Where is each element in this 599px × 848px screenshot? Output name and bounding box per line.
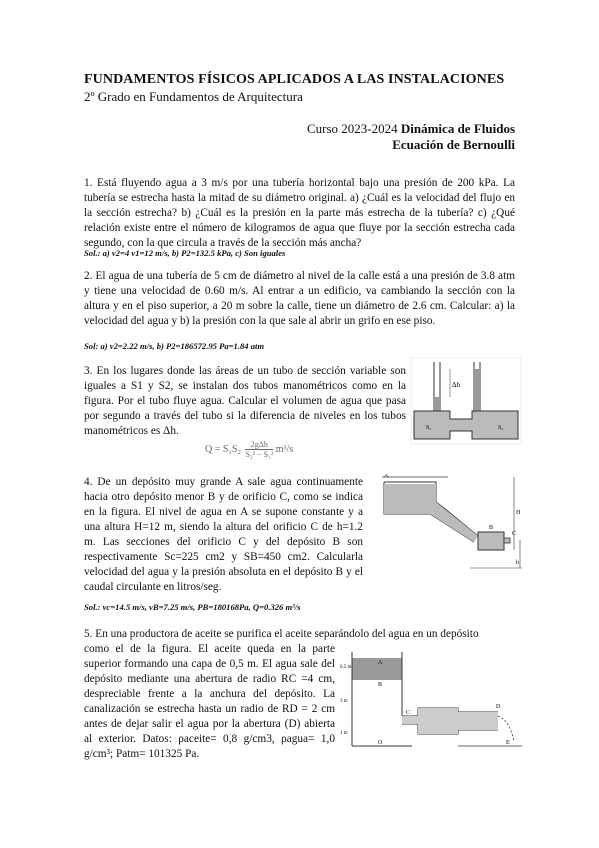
point-e-label: E: [506, 740, 510, 746]
problem-4-figure: [374, 474, 524, 576]
svg-text:S₂: S₂: [498, 425, 504, 431]
formula-fraction: [245, 440, 273, 459]
course-year: Curso 2023-2024: [306, 121, 398, 136]
formula-lhs: Q = S₁S₂: [205, 443, 241, 455]
point-b-label: B: [378, 682, 383, 688]
problem-3-figure: [410, 357, 522, 445]
dim-1m-label: 1 m: [340, 731, 348, 736]
formula-denominator: S₂² − S₁²: [245, 450, 274, 459]
problem-3-text: 3. En los lugares donde las áreas de un tubo de sección variable son iguales a S1 y S2, se instalan dos tubos manométricos como en la figura. Por el tubo fluye agua. Calcular el volumen de agua que pasa por segundo a través del tubo si la diferencia de niveles en los tubos manométricos es Δh.: [84, 365, 406, 437]
orifice-c-label: C: [512, 531, 517, 537]
point-a-label: A: [378, 660, 383, 666]
formula-numerator: 2gΔh: [245, 440, 273, 450]
problem-1-text: 1. Está fluyendo agua a 3 m/s por una tubería horizontal bajo una presión de 200 kPa. La tubería se estrecha hasta la mitad de su diámetro original. a) ¿Cuál es la velocidad del flujo en la sección estrecha? b) ¿Cuál es la presión en la parte más estrecha de la tubería? c) ¿Qué relación existe entre el número de kilogramos de agua que fluye por la sección estrecha cada segundo, con la que circula a través de la sección más ancha?: [84, 177, 515, 249]
point-d-label: D: [496, 704, 501, 710]
tank-b-label: B: [489, 525, 494, 531]
problem-3-formula: [205, 440, 293, 459]
problem-2-text: 2. El agua de una tubería de 5 cm de diámetro al nivel de la calle está a una presión de 3.8 atm y tiene una velocidad de 0.60 m/s. Al entrar a un edificio, va cambiando la sección con la altura y en el piso superior, a 20 m sobre la calle, tiene un diámetro de 2.6 cm. Calcular: a) la velocidad del agua y b) la presión con la que sale al abrir un grifo en ese piso.: [84, 270, 515, 327]
problem-4-solution: Sol.: vc=14.5 m/s, vB=7.25 m/s, PB=180168Pa, Q=0.326 m³/s: [84, 602, 301, 612]
problem-4-text: 4. De un depósito muy grande A sale agua continuamente hacia otro depósito menor B y de orificio C, como se indica en la figura. El nivel de agua en A se supone constante y a una altura H=12 m, siendo la altura del orificio C de h=1.2 m. Las secciones del orificio C y del depósito B son respectivamente Sc=225 cm2 y SB=450 cm2. Calcularla velocidad del agua y la presión absoluta en el depósito B y el caudal circulante en litros/seg.: [84, 476, 363, 593]
dim-3m-label: 3 m: [340, 699, 348, 704]
problem-5-figure: [338, 646, 524, 748]
point-c-label: C: [406, 710, 411, 716]
problem-5-first-line: 5. En una productora de aceite se purifica el aceite separándolo del agua en un depósito: [84, 628, 479, 640]
problem-1-solution: Sol.: a) v2=4 v1=12 m/s, b) P2=132.5 kPa, c) Son iguales: [84, 248, 286, 258]
height-small-h-label: h: [516, 560, 519, 566]
topic-subtitle: Ecuación de Bernoulli: [392, 137, 515, 152]
document-subtitle: 2º Grado en Fundamentos de Arquitectura: [84, 89, 303, 104]
point-o-label: O: [378, 740, 383, 746]
problem-5-text: como el de la figura. El aceite queda en la parte superior formando una capa de 0,5 m. El agua sale del depósito mediante una abertura de radio RC =4 cm, despreciable frente a la anchura del depósito. La canalización se estrecha hasta un radio de RD = 2 cm antes de dejar salir el agua por la abertura (D) abierta al exterior. Datos: ρaceite= 0,8 g/cm3, ρagua= 1,0 g/cm³; Patm= 101325 Pa.: [84, 643, 335, 760]
height-h-label: H: [516, 510, 521, 516]
dim-05m-label: 0.5 m: [340, 665, 352, 670]
delta-h-label: Δh: [452, 381, 461, 389]
document-title: FUNDAMENTOS FÍSICOS APLICADOS A LAS INSTALACIONES: [84, 72, 505, 87]
problem-2-solution: Sol: a) v2=2.22 m/s, b) P2=186572.95 Pa=1.84 atm: [84, 341, 265, 351]
course-line: [307, 121, 515, 137]
tank-a-label: A: [384, 474, 389, 479]
topic-title: Dinámica de Fluidos: [400, 121, 515, 136]
svg-text:S₁: S₁: [426, 425, 432, 431]
formula-units: m³/s: [275, 443, 294, 455]
